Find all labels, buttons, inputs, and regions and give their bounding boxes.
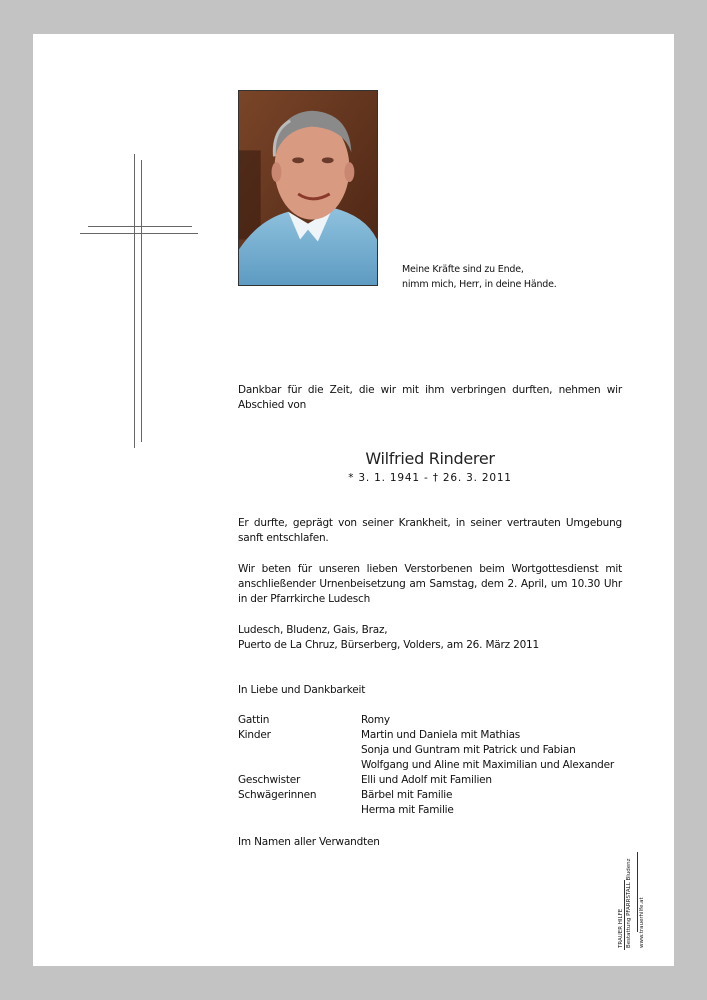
cross-icon	[80, 154, 198, 448]
paragraph-service: Wir beten für unseren lieben Verstorbenen beim Wortgottesdienst mit anschließender Urnenbeisetzung am Samstag, dem 2. April, um 10.30 Uhr in der Pfarrkirche Ludesch	[238, 563, 622, 605]
deceased-name: Wilfried Rinderer	[365, 449, 495, 468]
closing-text: Im Namen aller Verwandten	[238, 836, 380, 848]
family-names: Elli und Adolf mit Familien	[361, 774, 492, 786]
motto	[402, 262, 557, 292]
places-and-date	[238, 623, 622, 653]
family-names: Martin und Daniela mit Mathias	[361, 729, 521, 741]
logo-line-2: Bestattung PFARRSTALL Bludenz	[626, 858, 632, 948]
funeral-home-logo	[616, 846, 648, 950]
motto-line-1: Meine Kräfte sind zu Ende,	[402, 264, 524, 275]
family-names: Bärbel mit Familie	[361, 789, 453, 801]
places-line-1: Ludesch, Bludenz, Gais, Braz,	[238, 624, 388, 636]
family-relation: Schwägerinnen	[238, 789, 317, 801]
family-relation: Geschwister	[238, 774, 301, 786]
family-names: Sonja und Guntram mit Patrick und Fabian	[361, 744, 576, 756]
logo-divider	[637, 852, 638, 932]
family-relation: Gattin	[238, 714, 270, 726]
family-list	[238, 713, 638, 818]
family-row	[238, 713, 638, 728]
family-row	[238, 728, 638, 773]
family-names: Herma mit Familie	[361, 804, 454, 816]
portrait-photo	[238, 90, 378, 286]
logo-line-1: TRAUER HILFE	[618, 908, 624, 948]
family-names: Wolfgang und Aline mit Maximilian und Alexander	[361, 759, 615, 771]
family-row	[238, 788, 638, 818]
logo-line-3: www.trauerhilfe.at	[639, 897, 645, 948]
life-dates: * 3. 1. 1941 - † 26. 3. 2011	[348, 472, 512, 484]
family-relation: Kinder	[238, 729, 271, 741]
family-row	[238, 773, 638, 788]
places-line-2: Puerto de La Chruz, Bürserberg, Volders, am 26. März 2011	[238, 639, 540, 651]
intro-text: Dankbar für die Zeit, die wir mit ihm verbringen durften, nehmen wir Abschied von	[238, 384, 622, 411]
in-love-text: In Liebe und Dankbarkeit	[238, 684, 366, 696]
motto-line-2: nimm mich, Herr, in deine Hände.	[402, 279, 557, 290]
paragraph-passing: Er durfte, geprägt von seiner Krankheit, in seiner vertrauten Umgebung sanft entschlafen.	[238, 517, 622, 544]
family-names: Romy	[361, 714, 390, 726]
logo-divider	[624, 880, 625, 950]
